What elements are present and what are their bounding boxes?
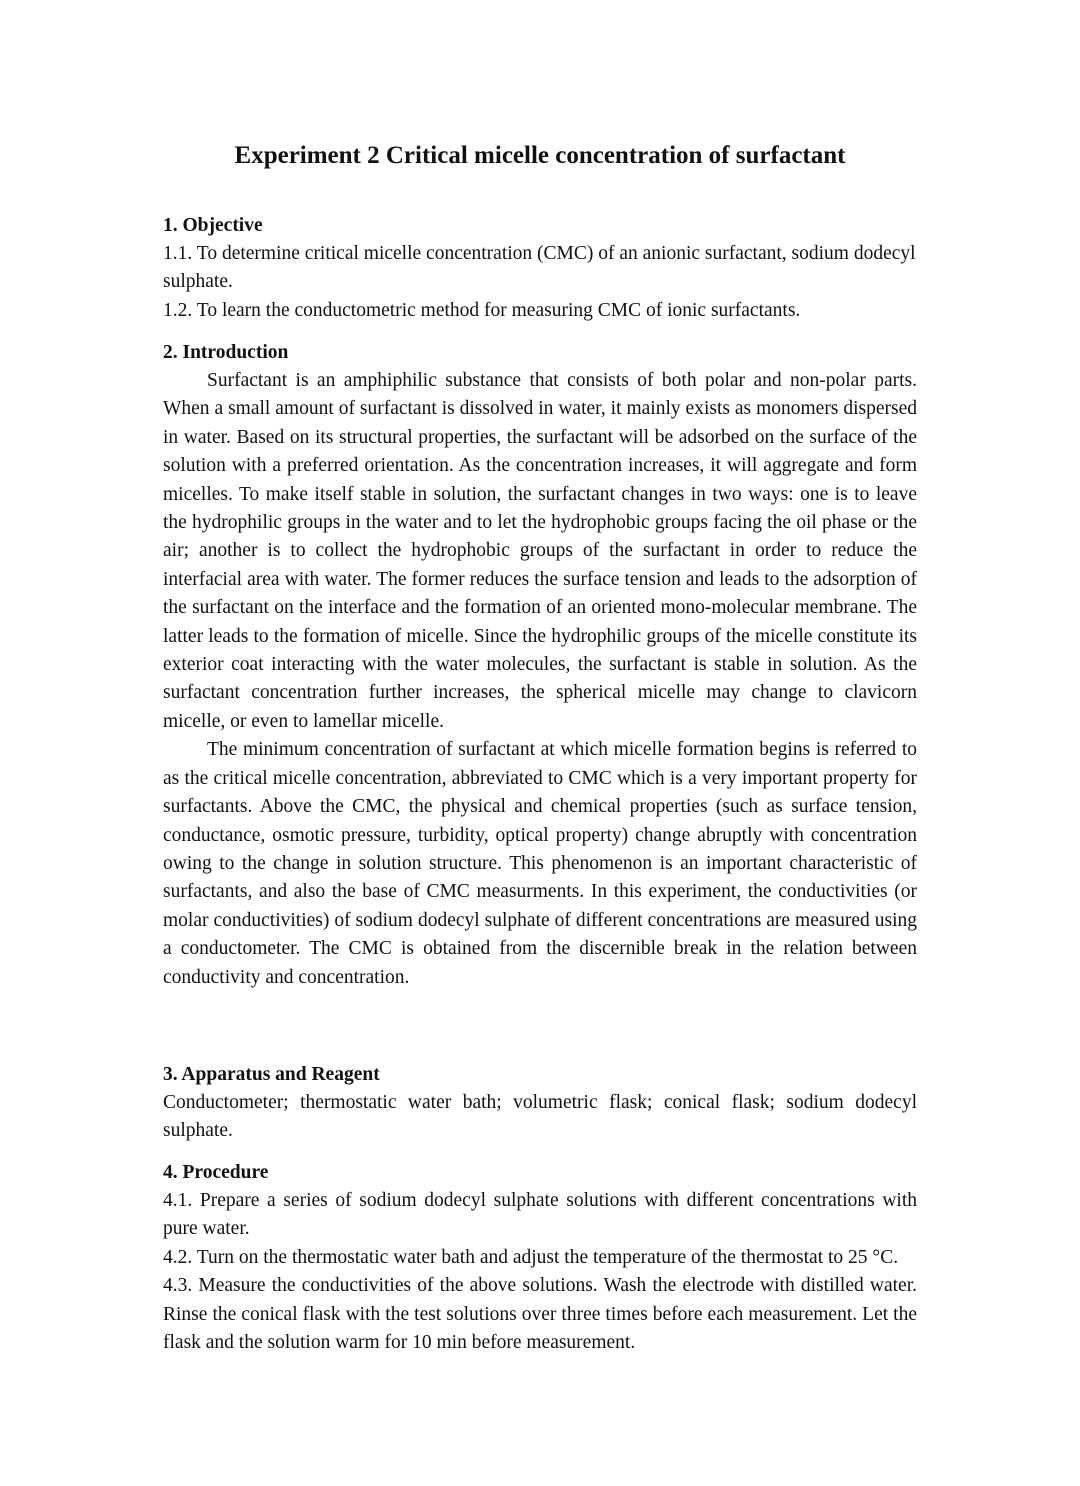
introduction-paragraph: Surfactant is an amphiphilic substance that consists of both polar and non-polar parts. When a small amount of surfactant is dissolved in water, it mainly exists as monomers dispersed in water. Based on its structural properties, the surfactant will be adsorbed on the surface of the solution with a preferred orientation. As the concentration increases, it will aggregate and form micelles. To make itself stable in solution, the surfactant changes in two ways: one is to leave the hydrophilic groups in the water and to let the hydrophobic groups facing the oil phase or the air; another is to collect the hydrophobic groups of the surfactant in order to reduce the interfacial area with water. The former reduces the surface tension and leads to the adsorption of the surfactant on the interface and the formation of an oriented mono-molecular membrane. The latter leads to the formation of micelle. Since the hydrophilic groups of the micelle constitute its exterior coat interacting with the water molecules, the surfactant is stable in solution. As the surfactant concentration further increases, the spherical micelle may change to clavicorn micelle, or even to lamellar micelle.: [163, 370, 917, 732]
objective-item: 1.2. To learn the conductometric method for measuring CMC of ionic surfactants.: [163, 299, 801, 321]
objective-item: 1.1. To determine critical micelle concentration (CMC) of an anionic surfactant, sodium dodecyl sulphate.: [163, 243, 916, 293]
procedure-heading: 4. Procedure: [163, 1162, 269, 1183]
document-title: Experiment 2 Critical micelle concentration of surfactant: [234, 142, 846, 169]
apparatus-section: [163, 1061, 917, 1146]
procedure-section: [163, 1159, 917, 1357]
objective-section: [163, 212, 917, 325]
apparatus-text: Conductometer; thermostatic water bath; volumetric flask; conical flask; sodium dodecyl sulphate.: [163, 1092, 917, 1142]
introduction-paragraph: The minimum concentration of surfactant at which micelle formation begins is referred to as the critical micelle concentration, abbreviated to CMC which is a very important property for surfactants. Above the CMC, the physical and chemical properties (such as surface tension, conductance, osmotic pressure, turbidity, optical property) change abruptly with concentration owing to the change in solution structure. This phenomenon is an important characteristic of surfactants, and also the base of CMC measurments. In this experiment, the conductivities (or molar conductivities) of sodium dodecyl sulphate of different concentrations are measured using a conductometer. The CMC is obtained from the discernible break in the relation between conductivity and concentration.: [163, 739, 917, 988]
introduction-section: [163, 339, 917, 992]
procedure-item: 4.3. Measure the conductivities of the above solutions. Wash the electrode with distilled water. Rinse the conical flask with the test solutions over three times before each measurement. Let the flask and the solution warm for 10 min before measurement.: [163, 1275, 917, 1354]
objective-heading: 1. Objective: [163, 215, 263, 236]
introduction-heading: 2. Introduction: [163, 342, 289, 363]
apparatus-heading: 3. Apparatus and Reagent: [163, 1064, 380, 1085]
procedure-item: 4.1. Prepare a series of sodium dodecyl sulphate solutions with different concentrations with pure water.: [163, 1190, 917, 1240]
procedure-item: 4.2. Turn on the thermostatic water bath and adjust the temperature of the thermostat to 25 °C.: [163, 1246, 899, 1268]
